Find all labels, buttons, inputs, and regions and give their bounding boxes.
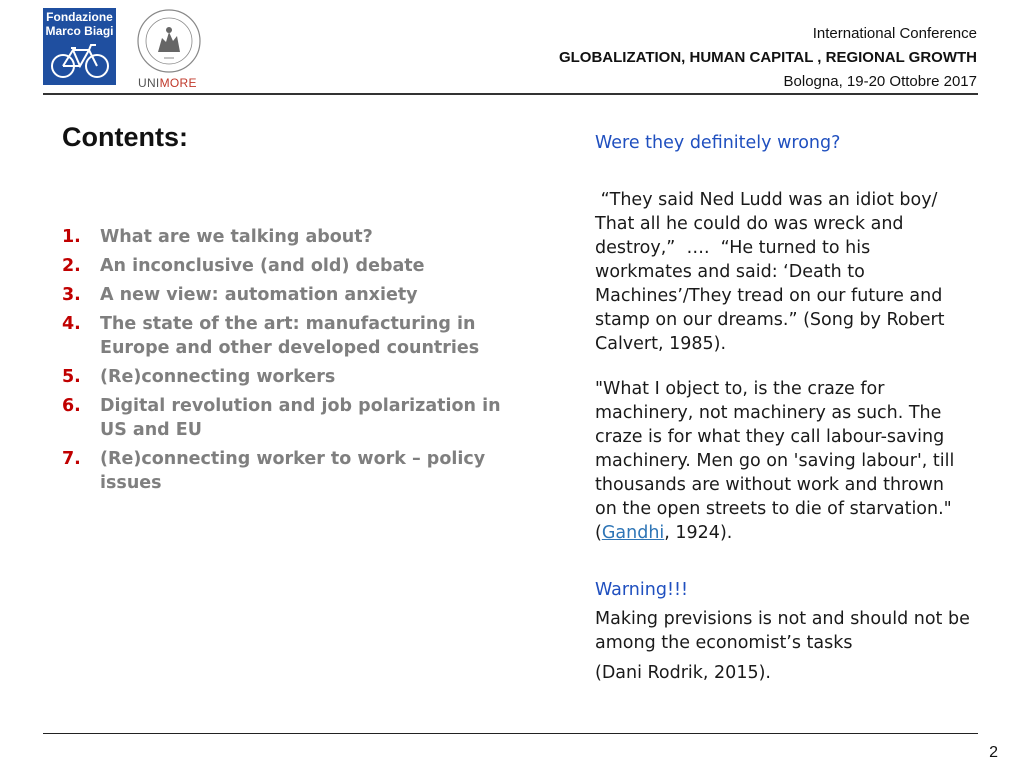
item-text: The state of the art: manufacturing in Europe and other developed countries	[100, 314, 480, 358]
item-text: What are we talking about?	[100, 227, 373, 247]
unimore-part1: UNI	[138, 76, 160, 90]
header-divider	[43, 93, 978, 95]
contents-list	[62, 225, 502, 500]
item-number: 7.	[62, 449, 81, 469]
conference-date: Bologna, 19-20 Ottobre 2017	[783, 73, 977, 90]
gandhi-link[interactable]: Gandhi	[601, 523, 665, 543]
item-number: 6.	[62, 396, 81, 416]
item-number: 5.	[62, 367, 81, 387]
conference-info	[559, 22, 977, 94]
warning-text: Making previsions is not and should not be among the economist’s tasks	[595, 609, 970, 653]
university-seal-icon	[136, 8, 202, 74]
item-number: 4.	[62, 314, 81, 334]
bicycle-icon	[49, 42, 111, 80]
warning-heading: Warning!!!	[595, 580, 688, 600]
item-text: A new view: automation anxiety	[100, 285, 418, 305]
item-text: (Re)connecting worker to work – policy issues	[100, 449, 486, 493]
list-item	[62, 283, 502, 307]
item-text: Digital revolution and job polarization in US and EU	[100, 396, 501, 440]
gandhi-quote	[595, 377, 970, 545]
item-text: (Re)connecting workers	[100, 367, 336, 387]
list-item	[62, 312, 502, 360]
unimore-logo	[138, 76, 197, 90]
question-heading: Were they definitely wrong?	[595, 133, 841, 153]
gandhi-quote-end: , 1924).	[664, 523, 733, 543]
list-item	[62, 365, 502, 389]
page-number: 2	[989, 744, 998, 761]
page-title: Contents:	[62, 122, 188, 152]
rodrik-citation: (Dani Rodrik, 2015).	[595, 663, 771, 683]
list-item	[62, 394, 502, 442]
conference-label: International Conference	[812, 25, 977, 42]
item-text: An inconclusive (and old) debate	[100, 256, 425, 276]
logo-text-line1: Fondazione	[46, 10, 113, 24]
list-item	[62, 254, 502, 278]
item-number: 1.	[62, 227, 81, 247]
list-item	[62, 225, 502, 249]
item-number: 2.	[62, 256, 81, 276]
fondazione-marco-biagi-logo	[43, 8, 116, 85]
gandhi-quote-text: "What I object to, is the craze for machinery, not machinery as such. The craze is for what they call labour-saving machinery. Men go on 'saving labour', till thousands are without work and thrown on the open streets to die of starvation." (	[595, 379, 955, 543]
ned-ludd-quote: “They said Ned Ludd was an idiot boy/ That all he could do was wreck and destroy,” …. “He turned to his workmates and said: ‘Death to Machines’/They tread on our future and stamp on our dreams.” (Song by Robert Calvert, 1985).	[595, 190, 951, 354]
list-item	[62, 447, 502, 495]
item-number: 3.	[62, 285, 81, 305]
quotes-column	[595, 131, 970, 685]
conference-title: GLOBALIZATION, HUMAN CAPITAL , REGIONAL GROWTH	[558, 49, 977, 66]
footer-divider	[43, 733, 978, 734]
logo-text-line2: Marco Biagi	[45, 24, 114, 38]
unimore-part2: MORE	[159, 76, 197, 90]
